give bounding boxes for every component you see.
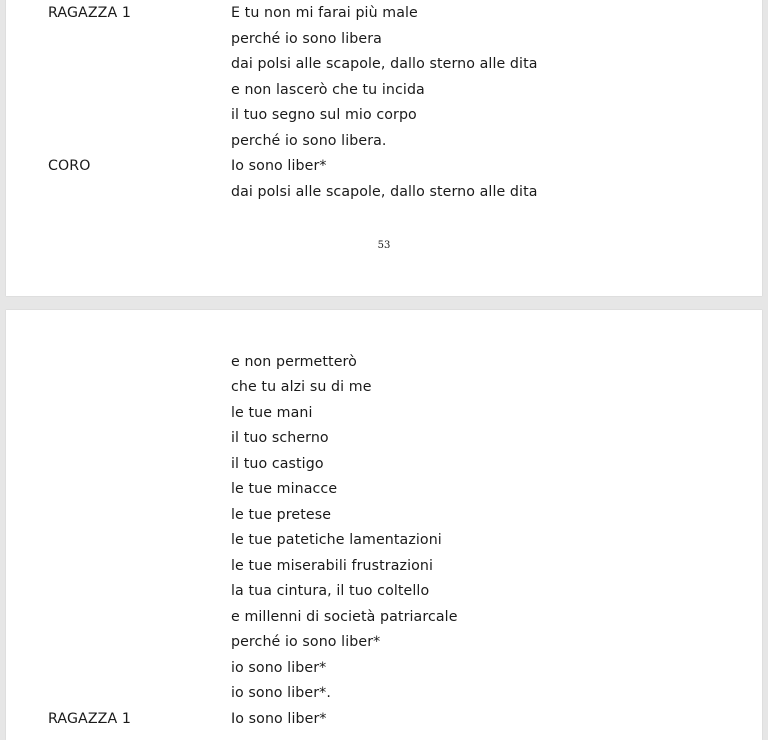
script-line: e non lascerò che tu incida xyxy=(231,82,425,98)
script-line: dai polsi alle scapole, dallo sterno alle dita xyxy=(231,56,538,72)
script-line: le tue mani xyxy=(231,405,313,421)
script-line: la tua cintura, il tuo coltello xyxy=(231,583,430,599)
script-line: Io sono liber* xyxy=(231,711,327,727)
script-line: e non permetterò xyxy=(231,354,357,370)
script-line: le tue patetiche lamentazioni xyxy=(231,532,442,548)
script-line: io sono liber* xyxy=(231,660,327,676)
script-line: E tu non mi farai più male xyxy=(231,5,418,21)
script-line: Io sono liber* xyxy=(231,158,327,174)
script-line: perché io sono libera xyxy=(231,31,382,47)
script-line: le tue pretese xyxy=(231,507,332,523)
script-line: dai polsi alle scapole, dallo sterno alle dita xyxy=(231,184,538,200)
speaker-label: RAGAZZA 1 xyxy=(48,711,132,727)
script-line: il tuo segno sul mio corpo xyxy=(231,107,417,123)
script-line: io sono liber*. xyxy=(231,685,331,701)
document-page-53 xyxy=(6,0,762,296)
script-line: le tue minacce xyxy=(231,481,338,497)
script-line: perché io sono liber* xyxy=(231,634,381,650)
script-line: il tuo scherno xyxy=(231,430,329,446)
script-line: che tu alzi su di me xyxy=(231,379,372,395)
script-line: e millenni di società patriarcale xyxy=(231,609,458,625)
page-number: 53 xyxy=(377,240,391,251)
script-line: il tuo castigo xyxy=(231,456,324,472)
speaker-label: RAGAZZA 1 xyxy=(48,5,132,21)
speaker-label: CORO xyxy=(48,158,91,174)
script-line: perché io sono libera. xyxy=(231,133,387,149)
document-page-54 xyxy=(6,310,762,740)
script-line: le tue miserabili frustrazioni xyxy=(231,558,434,574)
